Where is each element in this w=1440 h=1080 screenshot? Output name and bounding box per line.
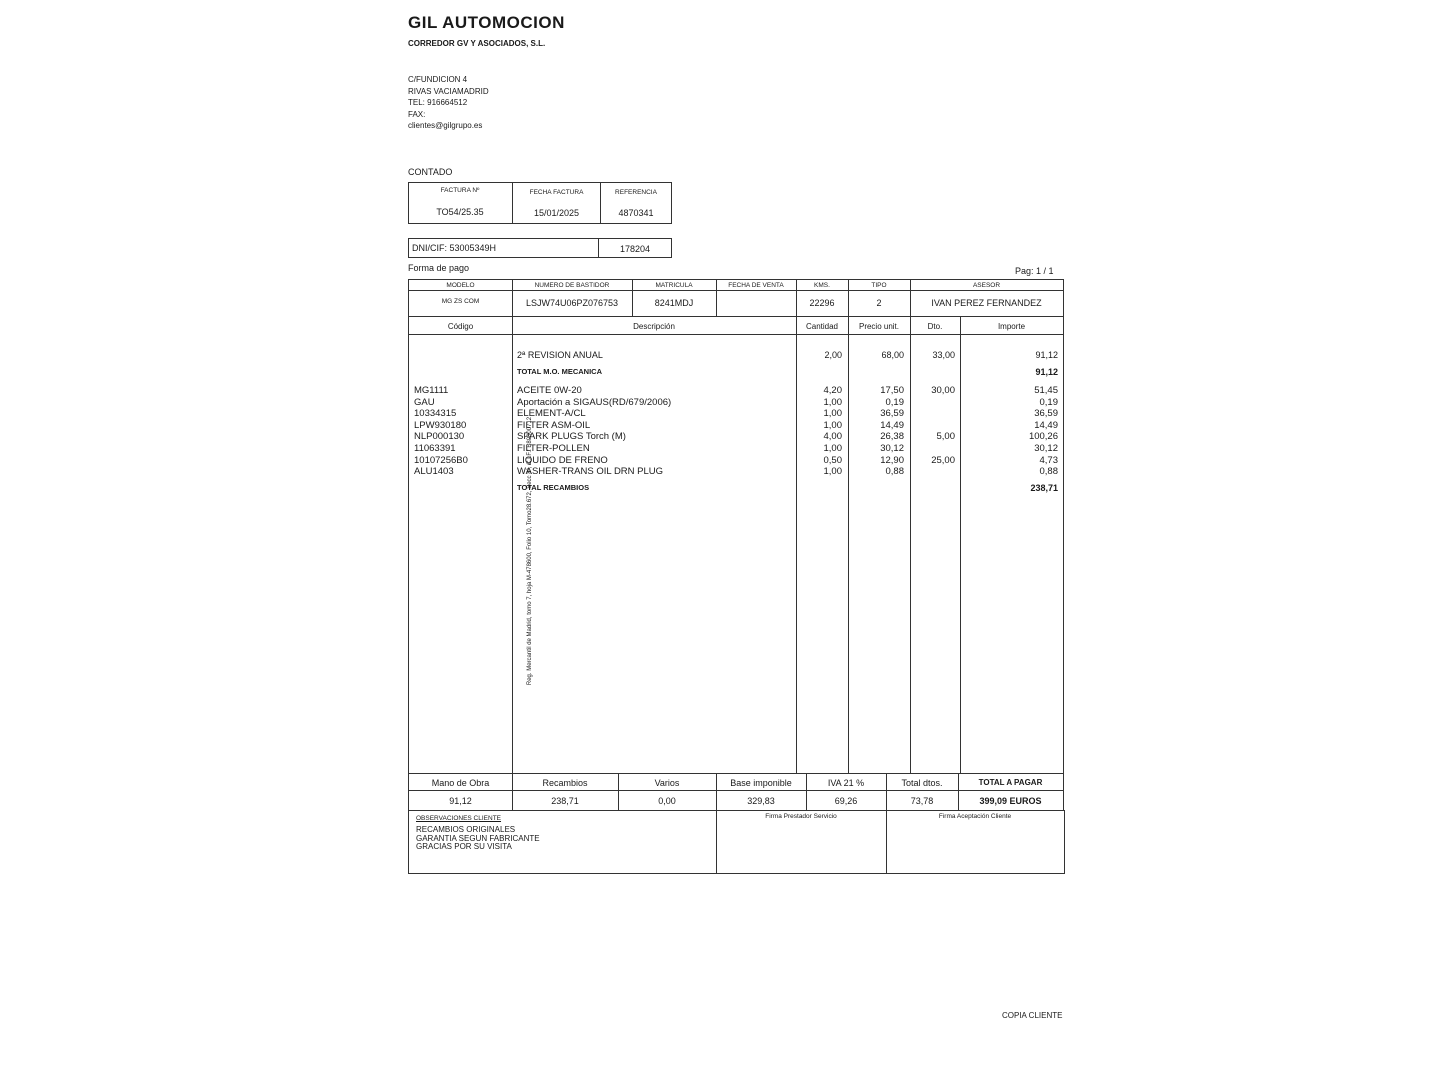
parts-total: 238,71	[1030, 483, 1058, 493]
part-code: 10334315	[414, 408, 457, 420]
copy-label: COPIA CLIENTE	[1002, 1011, 1063, 1020]
part-amount: 51,45	[1034, 385, 1058, 396]
labor-quantity: 2,00	[824, 350, 842, 360]
invoice-date: 15/01/2025	[533, 208, 580, 218]
part-qty: 4,00	[823, 431, 842, 443]
customer-dni: DNI/CIF: 53005349H	[412, 243, 497, 253]
part-amount: 30,12	[1034, 443, 1058, 454]
labor-total-label: TOTAL M.O. MECANICA	[517, 367, 602, 376]
invoice-number: TO54/25.35	[436, 207, 484, 217]
part-amount: 14,49	[1034, 419, 1058, 431]
labor-amount: 91,12	[1035, 350, 1058, 360]
company-name: GIL AUTOMOCION	[408, 13, 565, 32]
vehicle-kms: 22296	[809, 298, 835, 308]
summary-vat-label: IVA 21 %	[827, 778, 865, 788]
part-qty: 1,00	[823, 396, 842, 408]
summary-labor-label: Mano de Obra	[431, 778, 490, 788]
part-qty: 0,50	[823, 454, 842, 466]
part-dto: 30,00	[931, 385, 955, 396]
part-desc: ELEMENT-A/CL	[517, 408, 586, 420]
page-number: Pag: 1 / 1	[1015, 266, 1054, 276]
summary-base-value: 329,83	[747, 796, 775, 806]
col-unit-price: Precio unit.	[858, 322, 900, 331]
summary-base-label: Base imponible	[730, 778, 792, 788]
part-qty: 4,20	[823, 385, 842, 396]
labor-total: 91,12	[1035, 367, 1058, 377]
col-description: Descripción	[633, 322, 675, 331]
part-code: GAU	[414, 396, 435, 408]
part-code: MG1111	[414, 385, 449, 396]
part-price: 12,90	[880, 454, 904, 466]
vehicle-advisor: IVAN PEREZ FERNANDEZ	[931, 298, 1042, 308]
part-code: LPW930180	[414, 419, 467, 431]
part-dto: 5,00	[936, 431, 955, 443]
labor-discount: 33,00	[932, 350, 955, 360]
invoice-number-label: FACTURA Nº	[440, 187, 480, 194]
part-amount: 36,59	[1034, 408, 1058, 420]
note-line: GARANTIA SEGUN FABRICANTE	[416, 833, 540, 843]
type-label: TIPO	[871, 282, 887, 289]
summary-discount-label: Total dtos.	[901, 778, 943, 788]
payment-method-label: Forma de pago	[408, 263, 470, 273]
summary-discount-value: 73,78	[910, 796, 934, 806]
part-code: 11063391	[414, 443, 456, 454]
summary-parts-value: 238,71	[551, 796, 579, 806]
company-address	[408, 74, 489, 132]
sale-date-label: FECHA DE VENTA	[728, 282, 784, 289]
part-price: 36,59	[880, 408, 904, 420]
signature-service-label: Firma Prestador Servicio	[765, 813, 837, 820]
reference-label: REFERENCIA	[615, 189, 657, 196]
payment-type: CONTADO	[408, 167, 453, 177]
part-price: 30,12	[880, 443, 904, 454]
address-line: C/FUNDICION 4	[408, 75, 468, 84]
model-label: MODELO	[446, 282, 475, 289]
part-qty: 1,00	[823, 466, 842, 478]
part-price: 17,50	[880, 385, 904, 396]
part-code: ALU1403	[414, 466, 454, 478]
customer-code: 178204	[619, 244, 651, 254]
part-desc: LIQUIDO DE FRENO	[517, 454, 608, 466]
parts-total-label: TOTAL RECAMBIOS	[517, 483, 590, 492]
summary-labor-value: 91,12	[449, 796, 472, 806]
part-price: 26,38	[880, 431, 904, 443]
part-price: 14,49	[880, 419, 904, 431]
part-qty: 1,00	[823, 419, 842, 431]
part-qty: 1,00	[823, 408, 842, 420]
company-subtitle: CORREDOR GV Y ASOCIADOS, S.L.	[408, 39, 546, 48]
summary-parts-label: Recambios	[542, 778, 588, 788]
part-desc: ACEITE 0W-20	[517, 385, 582, 396]
part-desc: WASHER-TRANS OIL DRN PLUG	[517, 466, 664, 478]
address-line: clientes@gilgrupo.es	[408, 121, 483, 130]
plate-label: MATRICULA	[655, 282, 693, 289]
part-desc: FILTER-POLLEN	[517, 443, 590, 454]
col-code: Código	[447, 322, 474, 331]
summary-other-value: 0,00	[658, 796, 676, 806]
vehicle-plate: 8241MDJ	[654, 298, 694, 308]
chassis-label: NUMERO DE BASTIDOR	[534, 282, 610, 289]
address-line: RIVAS VACIAMADRID	[408, 86, 489, 96]
address-line: FAX:	[408, 109, 426, 119]
col-amount: Importe	[997, 322, 1026, 331]
signature-client-label: Firma Aceptación Cliente	[938, 813, 1012, 820]
kms-label: KMS.	[814, 282, 830, 289]
part-price: 0,88	[885, 466, 904, 478]
part-amount: 0,19	[1039, 396, 1058, 408]
summary-vat-value: 69,26	[834, 796, 858, 806]
note-line: GRACIAS POR SU VISITA	[416, 842, 512, 851]
address-line: TEL: 916664512	[408, 98, 468, 107]
summary-total-value: 399,09 EUROS	[979, 796, 1042, 806]
part-dto: 25,00	[931, 454, 955, 466]
registry-text: Reg. Mercantil de Madrid, tomo 7, hoja M-478600, Folio 10, Tomo28.672, Secc 8ª, C.I.F.: B80000712	[527, 416, 533, 686]
part-desc: FILTER ASM-OIL	[517, 419, 591, 431]
notes	[416, 826, 540, 852]
invoice-date-label: FECHA FACTURA	[529, 189, 584, 196]
part-price: 0,19	[885, 396, 904, 408]
part-amount: 0,88	[1039, 466, 1058, 478]
reference-number: 4870341	[618, 208, 654, 218]
part-desc: SPARK PLUGS Torch (M)	[517, 431, 626, 443]
col-discount: Dto.	[927, 322, 943, 331]
part-code: 10107256B0	[414, 454, 468, 466]
vehicle-model: MG ZS COM	[441, 298, 480, 305]
vehicle-chassis: LSJW74U06PZ076753	[525, 298, 619, 308]
col-quantity: Cantidad	[805, 322, 839, 331]
vehicle-type: 2	[876, 298, 882, 308]
part-amount: 4,73	[1039, 454, 1058, 466]
part-qty: 1,00	[823, 443, 842, 454]
advisor-label: ASESOR	[972, 282, 1001, 289]
part-desc: Aportación a SIGAUS(RD/679/2006)	[517, 396, 672, 408]
part-amount: 100,26	[1028, 431, 1058, 443]
labor-price: 68,00	[881, 350, 904, 360]
part-code: NLP000130	[414, 431, 465, 443]
notes-title: OBSERVACIONES CLIENTE	[416, 815, 502, 822]
summary-total-label: TOTAL A PAGAR	[978, 778, 1043, 787]
labor-description: 2ª REVISION ANUAL	[517, 350, 603, 360]
note-line: RECAMBIOS ORIGINALES	[416, 825, 516, 834]
summary-other-label: Varios	[654, 778, 680, 788]
